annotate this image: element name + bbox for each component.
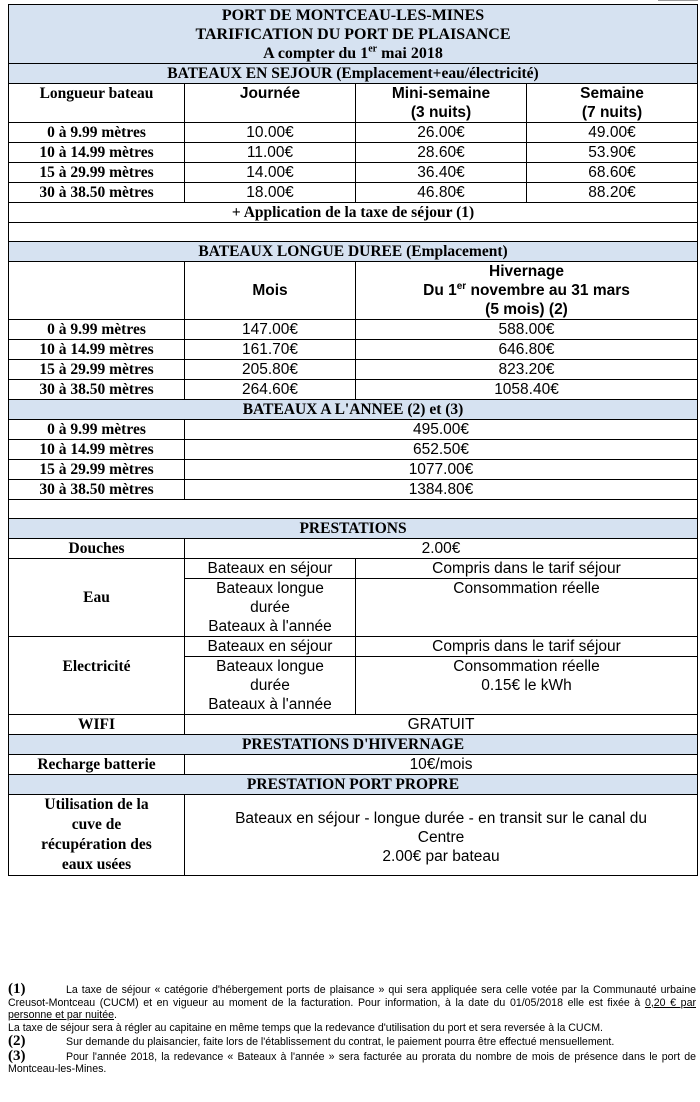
spacer-row xyxy=(9,223,698,242)
table-row: 10 à 14.99 mètres 652.50€ xyxy=(9,440,698,460)
wifi-row: WIFI GRATUIT xyxy=(9,715,698,735)
eau-row-longue: Bateaux longue durée Bateaux à l'année Consommation réelle xyxy=(9,579,698,637)
sejour-column-headers xyxy=(9,84,698,123)
footnote-1: (1) La taxe de séjour « catégorie d'hébergement ports de plaisance » qui sera appliquée sera celle votée par la Communauté urbaine Creusot-Montceau (CUCM) et en vigueur au moment de la facturation. Pour information, à la date du 01/05/2018 elle est fixée à 0,20 € par personne et par nuitée. La taxe de séjour sera à régler au capitaine en même temps que la redevance d'utilisation du port et sera reversée à la CUCM. xyxy=(8,981,696,1034)
recharge-row: Recharge batterie 10€/mois xyxy=(9,755,698,775)
elec-row-sejour: Electricité Bateaux en séjour Compris dans le tarif séjour xyxy=(9,637,698,657)
header-line-1: PORT DE MONTCEAU-LES-MINES xyxy=(221,7,485,24)
table-row: 15 à 29.99 mètres 14.00€ 36.40€ 68.60€ xyxy=(9,163,698,183)
table-row: 30 à 38.50 mètres 18.00€ 46.80€ 88.20€ xyxy=(9,183,698,203)
prestations-section-title: PRESTATIONS xyxy=(9,519,698,539)
eau-row-sejour: Eau Bateaux en séjour Compris dans le tarif séjour xyxy=(9,559,698,579)
tariff-document xyxy=(8,4,698,876)
header-line-2: TARIFICATION DU PORT DE PLAISANCE xyxy=(195,26,511,43)
table-row: 15 à 29.99 mètres 205.80€ 823.20€ xyxy=(9,360,698,380)
tax-note-row: + Application de la taxe de séjour (1) xyxy=(9,203,698,223)
propre-section-title: PRESTATION PORT PROPRE xyxy=(9,775,698,795)
longue-column-headers xyxy=(9,262,698,320)
table-row: 15 à 29.99 mètres 1077.00€ xyxy=(9,460,698,480)
table-row: 10 à 14.99 mètres 11.00€ 28.60€ 53.90€ xyxy=(9,143,698,163)
sejour-section-title: BATEAUX EN SEJOUR (Emplacement+eau/électricité) xyxy=(9,64,698,84)
hivernage-section-title: PRESTATIONS D'HIVERNAGE xyxy=(9,735,698,755)
col-winter-header: Hivernage Du 1er novembre au 31 mars (5 mois) (2) xyxy=(356,262,698,320)
table-row: 30 à 38.50 mètres 264.60€ 1058.40€ xyxy=(9,380,698,400)
table-row: 0 à 9.99 mètres 147.00€ 588.00€ xyxy=(9,320,698,340)
col-day-header: Journée xyxy=(185,84,356,123)
header-line-3: A compter du 1er mai 2018 xyxy=(263,43,443,62)
elec-row-longue: Bateaux longue durée Bateaux à l'année Consommation réelle 0.15€ le kWh xyxy=(9,657,698,715)
footnote-3: (3) Pour l'année 2018, la redevance « Bateaux à l'année » sera facturée au prorata du nombre de mois de présence dans le port de Montceau-les-Mines. xyxy=(8,1047,696,1075)
footnote-2: (2) Sur demande du plaisancier, faite lors de l'établissement du contrat, le paiement pourra être effectué mensuellement. xyxy=(8,1033,615,1049)
table-row: 0 à 9.99 mètres 10.00€ 26.00€ 49.00€ xyxy=(9,123,698,143)
table-row: 10 à 14.99 mètres 161.70€ 646.80€ xyxy=(9,340,698,360)
longue-section-title: BATEAUX LONGUE DUREE (Emplacement) xyxy=(9,242,698,262)
footnotes xyxy=(8,983,696,1077)
propre-row: Utilisation de la cuve de récupération des eaux usées Bateaux en séjour - longue durée - en transit sur le canal du Centre 2.00€ par bateau xyxy=(9,795,698,876)
col-month-header: Mois xyxy=(185,262,356,320)
table-row: 0 à 9.99 mètres 495.00€ xyxy=(9,420,698,440)
col-week-header: Semaine (7 nuits) xyxy=(527,84,698,123)
spacer-row xyxy=(9,500,698,519)
col-length-header: Longueur bateau xyxy=(9,84,185,123)
annee-section-title: BATEAUX A L'ANNEE (2) et (3) xyxy=(9,400,698,420)
douches-row: Douches 2.00€ xyxy=(9,539,698,559)
page-corner-mark xyxy=(658,0,698,3)
table-row: 30 à 38.50 mètres 1384.80€ xyxy=(9,480,698,500)
col-mini-header: Mini-semaine (3 nuits) xyxy=(356,84,527,123)
tariff-table xyxy=(8,4,698,876)
document-header xyxy=(9,5,698,64)
